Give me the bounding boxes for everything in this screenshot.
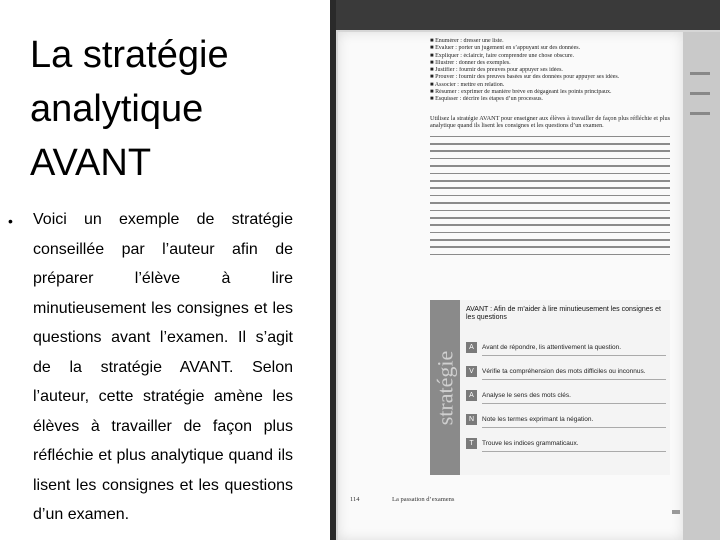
step-letter: A bbox=[466, 342, 477, 353]
next-page-edge bbox=[683, 32, 720, 540]
strategy-step bbox=[466, 342, 666, 354]
title-line: AVANT bbox=[30, 142, 152, 184]
title-line: La stratégie bbox=[30, 34, 229, 76]
strategy-step bbox=[466, 414, 666, 426]
strategy-side-text: stratégie bbox=[432, 350, 457, 425]
edge-text-line bbox=[690, 92, 710, 95]
list-item: ■ Résumer : exprimer de manière brève en dégageant les points principaux. bbox=[430, 89, 612, 96]
step-letter: T bbox=[466, 438, 477, 449]
blurred-text-line bbox=[430, 173, 670, 175]
title-line: analytique bbox=[30, 88, 204, 130]
blurred-text-line bbox=[430, 254, 670, 256]
step-letter: V bbox=[466, 366, 477, 377]
blurred-text-line bbox=[430, 202, 670, 204]
blurred-text-line bbox=[430, 180, 670, 182]
step-text: Analyse le sens des mots clés. bbox=[482, 392, 571, 399]
edge-text-line bbox=[690, 72, 710, 75]
step-rule bbox=[482, 379, 666, 380]
list-item: ■ Esquisser : décrire les étapes d’un processus. bbox=[430, 96, 543, 103]
step-text: Note les termes exprimant la négation. bbox=[482, 416, 594, 423]
verb-list bbox=[430, 38, 665, 104]
blurred-text-line bbox=[430, 246, 670, 248]
list-item: ■ Énumérer : dresser une liste. bbox=[430, 38, 504, 44]
blurred-text-line bbox=[430, 239, 670, 241]
strategy-side-label bbox=[430, 300, 460, 475]
step-rule bbox=[482, 427, 666, 428]
blurred-text-line bbox=[430, 165, 670, 167]
list-item: ■ Illustrer : donner des exemples. bbox=[430, 59, 511, 66]
step-letter: N bbox=[466, 414, 477, 425]
page-number: 114 bbox=[350, 496, 360, 503]
strategy-heading: AVANT : Afin de m’aider à lire minutieusement les consignes et les questions bbox=[466, 306, 661, 321]
bullet-text: Voici un exemple de stratégie conseillée par l’auteur afin de préparer l’élève à lire minutieusement les consignes et les questions avant l’examen. Il s’agit de la stratégie AVANT. Selon l’auteur, cette stratégie amène les élèves à travailler de façon plus réfléchie et plus analytique quand ils lisent les consignes et les questions d’un examen. bbox=[33, 211, 293, 523]
blurred-text-line bbox=[430, 210, 670, 212]
list-item: ■ Évaluer : porter un jugement en s’appuyant sur des données. bbox=[430, 45, 581, 52]
step-rule bbox=[482, 355, 666, 356]
step-rule bbox=[482, 451, 666, 452]
body-paragraph bbox=[430, 115, 670, 261]
list-item: ■ Justifier : fournir des preuves pour appuyer ses idées. bbox=[430, 67, 563, 74]
blurred-text-line bbox=[430, 187, 670, 189]
scan-shadow-left bbox=[330, 0, 336, 540]
step-text: Vérifie ta compréhension des mots difficiles ou inconnus. bbox=[482, 368, 646, 375]
paragraph-intro: Utilisez la stratégie AVANT pour enseigner aux élèves à travailler de façon plus réfléchie et plus analytique quand ils lisent les consignes et les questions d’un examen. bbox=[430, 115, 670, 130]
scan-shadow-top bbox=[330, 0, 720, 30]
blurred-text-line bbox=[430, 232, 670, 234]
page-corner-mark bbox=[672, 510, 680, 514]
step-letter: A bbox=[466, 390, 477, 401]
blurred-text-line bbox=[430, 217, 670, 219]
strategy-step bbox=[466, 390, 666, 402]
blurred-text-line bbox=[430, 158, 670, 160]
step-text: Avant de répondre, lis attentivement la question. bbox=[482, 344, 621, 351]
slide-title bbox=[30, 28, 310, 190]
blurred-text-line bbox=[430, 150, 670, 152]
bullet-list bbox=[8, 205, 293, 530]
edge-text-line bbox=[690, 112, 710, 115]
scanned-page-image bbox=[330, 0, 720, 540]
strategy-box bbox=[430, 300, 670, 475]
list-item: ■ Associer : mettre en relation. bbox=[430, 81, 505, 88]
blurred-text-line bbox=[430, 143, 670, 145]
bullet-dot-icon: • bbox=[8, 213, 13, 229]
step-rule bbox=[482, 403, 666, 404]
step-text: Trouve les indices grammaticaux. bbox=[482, 440, 579, 447]
blurred-text-line bbox=[430, 136, 670, 138]
strategy-step bbox=[466, 366, 666, 378]
page-footer-title: La passation d’examens bbox=[392, 496, 455, 503]
blurred-text-line bbox=[430, 195, 670, 197]
strategy-step bbox=[466, 438, 666, 450]
list-item: ■ Expliquer : éclaircir, faire comprendre une chose obscure. bbox=[430, 52, 574, 59]
blurred-text-line bbox=[430, 224, 670, 226]
list-item: ■ Prouver : fournir des preuves basées sur des données pour appuyer ses idées. bbox=[430, 74, 620, 81]
